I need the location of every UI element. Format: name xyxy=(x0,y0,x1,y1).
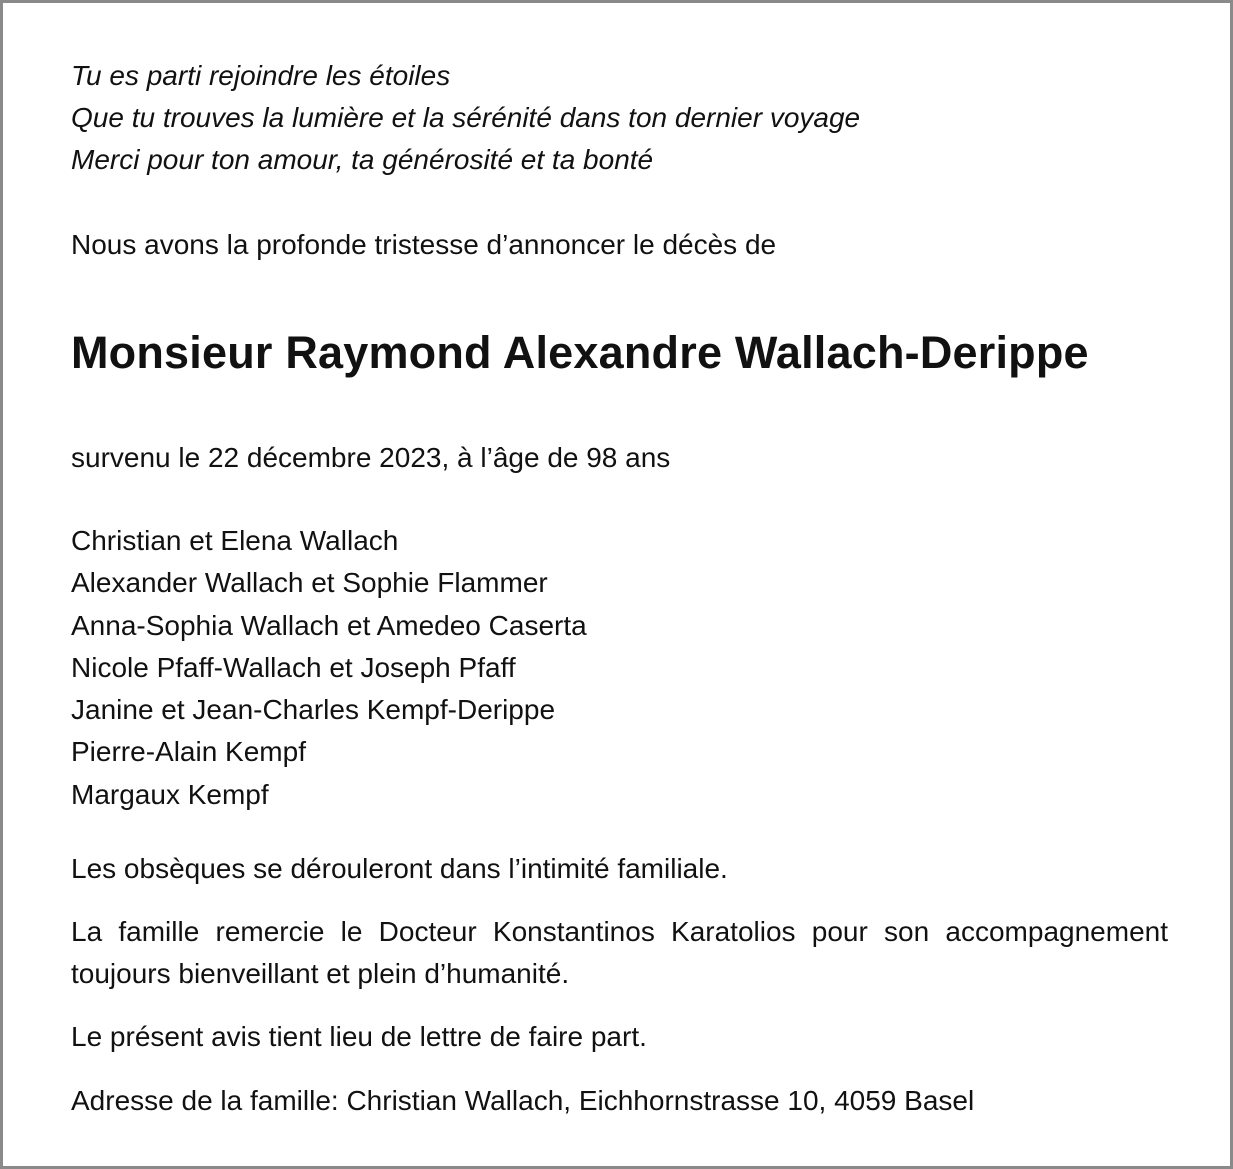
funeral-note: Les obsèques se dérouleront dans l’intimité familiale. xyxy=(71,853,728,885)
poem-line: Que tu trouves la lumière et la sérénité dans ton dernier voyage xyxy=(71,102,861,133)
family-member: Alexander Wallach et Sophie Flammer xyxy=(71,567,548,599)
family-member: Margaux Kempf xyxy=(71,778,269,810)
death-info: survenu le 22 décembre 2023, à l’âge de 98 ans xyxy=(71,442,671,473)
poem xyxy=(71,55,1168,181)
family-address: Adresse de la famille: Christian Wallach, Eichhornstrasse 10, 4059 Basel xyxy=(71,1085,975,1117)
family-member: Christian et Elena Wallach xyxy=(71,525,399,556)
family-member: Pierre-Alain Kempf xyxy=(71,736,306,768)
poem-line: Tu es parti rejoindre les étoiles xyxy=(71,60,451,91)
family-member: Anna-Sophia Wallach et Amedeo Caserta xyxy=(71,609,587,641)
notice-content xyxy=(71,55,1168,1122)
family-member: Nicole Pfaff-Wallach et Joseph Pfaff xyxy=(71,651,516,683)
notice-note: Le présent avis tient lieu de lettre de faire part. xyxy=(71,1021,647,1053)
family-member: Janine et Jean-Charles Kempf-Derippe xyxy=(71,694,556,726)
thanks-note: La famille remercie le Docteur Konstantinos Karatolios pour son accompagnement toujours bienveillant et plein d’humanité. xyxy=(71,916,1168,990)
family-list xyxy=(71,520,1168,816)
deceased-name: Monsieur Raymond Alexandre Wallach-Derippe xyxy=(71,327,1089,378)
announcement-intro: Nous avons la profonde tristesse d’annoncer le décès de xyxy=(71,229,777,260)
poem-line: Merci pour ton amour, ta générosité et ta bonté xyxy=(71,144,654,175)
